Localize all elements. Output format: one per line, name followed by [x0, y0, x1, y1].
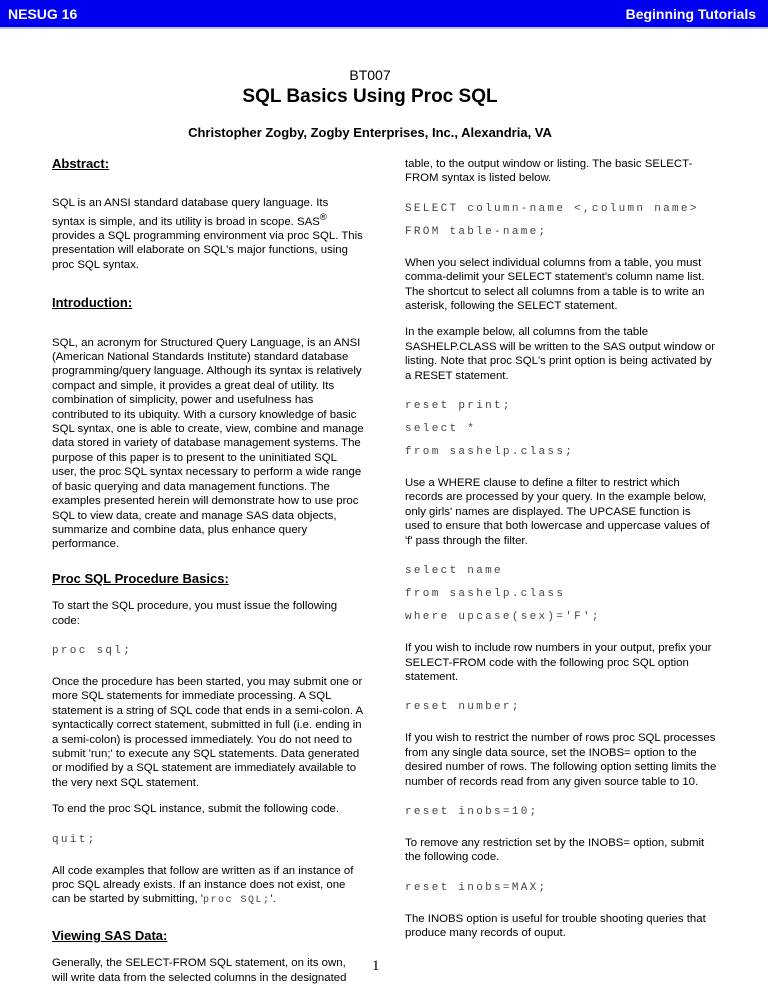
code-where: select name from sashelp.class where upcase(sex)='F'; — [405, 565, 601, 624]
page-title: SQL Basics Using Proc SQL — [242, 86, 498, 107]
right-paragraph-8: The INOBS option is useful for trouble shooting queries that produce many records of ouput. — [405, 912, 706, 940]
code-reset-number: reset number; — [405, 701, 521, 714]
abstract-paragraph: SQL is an ANSI standard database query language. Its syntax is simple, and its utility is broad in scope. SAS® provides a SQL programming environment via proc SQL. This presentation will elaborate on SQL's major functions, using proc SQL syntax. — [52, 197, 363, 271]
conference-label: NESUG 16 — [8, 6, 78, 22]
code-reset-print: reset print; select * from sashelp.class; — [405, 400, 575, 459]
right-paragraph-1: table, to the output window or listing. The basic SELECT-FROM syntax is listed below. — [405, 158, 693, 185]
right-paragraph-3: In the example below, all columns from the table SASHELP.CLASS will be written to the SAS output window or listing. Note that proc SQL's print option is being activated by a RESET statement. — [405, 326, 716, 382]
viewing-heading: Viewing SAS Data: — [52, 927, 168, 943]
code-proc-sql: proc sql; — [52, 644, 133, 657]
right-paragraph-7: To remove any restriction set by the INOBS= option, submit the following code. — [405, 836, 705, 864]
page-number: 1 — [372, 958, 380, 974]
right-paragraph-5: If you wish to include row numbers in your output, prefix your SELECT-FROM code with the following proc SQL option statement. — [405, 642, 712, 683]
right-column — [405, 157, 717, 941]
basics-paragraph-1: To start the SQL procedure, you must issue the following code: — [52, 600, 338, 627]
right-paragraph-6: If you wish to restrict the number of rows proc SQL processes from any single data source, set the INOBS= option to the desired number of rows. The following option setting limits the number of records read from any given source table to 10. — [405, 732, 717, 788]
code-inobs-max: reset inobs=MAX; — [405, 881, 548, 894]
introduction-heading: Introduction: — [52, 295, 133, 311]
section-label: Beginning Tutorials — [625, 6, 756, 22]
code-inobs-10: reset inobs=10; — [405, 805, 539, 818]
code-quit: quit; — [52, 833, 97, 846]
left-column — [52, 157, 364, 985]
basics-paragraph-4: All code examples that follow are written as if an instance of proc SQL already exists. If an instance does not exist, one can be started by submitting, 'proc SQL;'. — [52, 864, 354, 907]
right-paragraph-2: When you select individual columns from a table, you must comma-delimit your SELECT statement's column name list. The shortcut to select all columns from a table is to write an asterisk, following the SELECT statement. — [405, 256, 705, 313]
basics-paragraph-3: To end the proc SQL instance, submit the following code. — [52, 803, 340, 816]
authors: Christopher Zogby, Zogby Enterprises, Inc., Alexandria, VA — [188, 125, 552, 140]
introduction-paragraph: SQL, an acronym for Structured Query Language, is an ANSI (American National Standards Institute) standard database programming/query language. Although its syntax is relatively compact and simple, it provides a great deal of utility. Its combination of simplicity, power and usefulness has contributed to its ubiquity. With a cursory knowledge of basic SQL syntax, one is able to create, view, combine and manage data stored in variety of database management systems. The purpose of this paper is to present to the uninitiated SQL user, the proc SQL syntax necessary to perform a wide range of basic querying and data management functions. The examples presented herein will demonstrate how to use proc SQL to view data, create and manage SAS data objects, summarize and combine data, plus enhance query performance. — [52, 336, 364, 551]
basics-paragraph-2: Once the procedure has been started, you may submit one or more SQL statements for immediate processing. A SQL statement is a string of SQL code that ends in a semi-colon. A syntactically correct statement, submitted in full (i.e. ending in a semi-colon) is processed immediately. You do not need to submit 'run;' to execute any SQL statements. Data generated or modified by a SQL statement are immediately available to the very next SQL statement. — [52, 675, 363, 789]
basics-heading: Proc SQL Procedure Basics: — [52, 570, 229, 586]
right-paragraph-4: Use a WHERE clause to define a filter to restrict which records are processed by your query. In the example below, only girls' names are displayed. The UPCASE function is used to ensure that both lowercase and uppercase values of 'f' pass through the filter. — [405, 477, 710, 547]
header-bar — [0, 0, 768, 29]
viewing-paragraph: Generally, the SELECT-FROM SQL statement, on its own, will write data from the selected columns in the designated — [52, 957, 347, 984]
abstract-heading: Abstract: — [52, 156, 110, 171]
paper-id: BT007 — [349, 67, 391, 83]
code-select-syntax: SELECT column-name <,column name> FROM table-name; — [405, 202, 699, 238]
